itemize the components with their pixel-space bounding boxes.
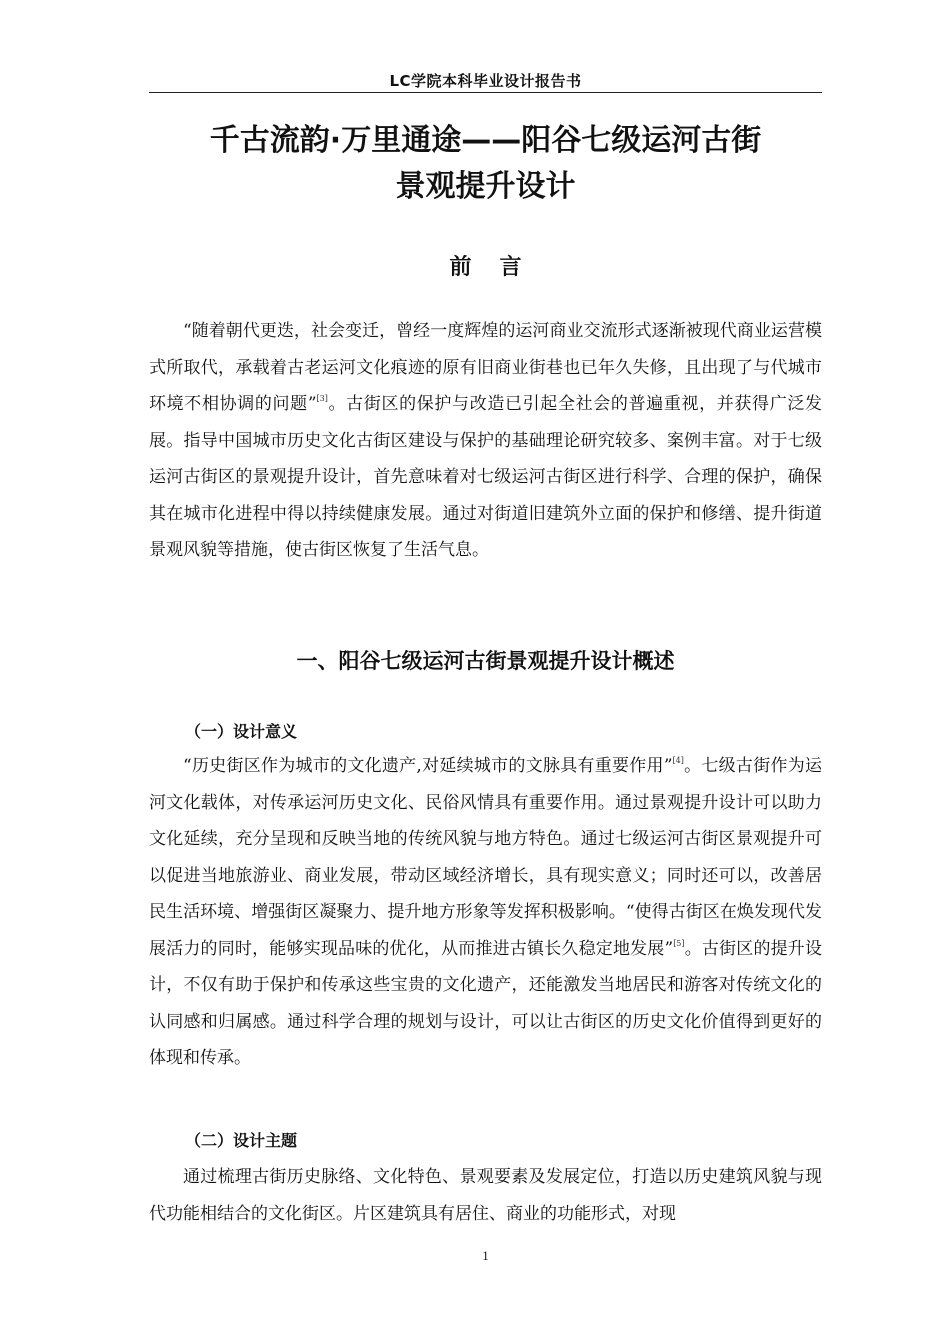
significance-text-b: 。七级古街作为运河文化载体，对传承运河历史文化、民俗风情具有重要作用。通过景观提升设计可以助力文化延续，充分呈现和反映当地的传统风貌与地方特色。通过七级运河古街区景观提升可以促进当地旅游业、商业发展，带动区域经济增长，具有现实意义；同时还可以，改善居民生活环境、增强街区凝聚力、提升地方形象等发挥积极影响。“使得古街区在焕发现代发展活力的同时，能够实现品味的优化，从而推进古镇长久稳定地发展” [149, 756, 822, 959]
document-title-line1: 千古流韵·万里通途——阳谷七级运河古街 [209, 123, 762, 158]
significance-text-a: “历史街区作为城市的文化遗产,对延续城市的文脉具有重要作用” [183, 756, 673, 776]
preface-paragraph [149, 313, 822, 569]
document-title-line2: 景观提升设计 [395, 169, 576, 204]
header-divider [149, 92, 822, 93]
running-header: LC学院本科毕业设计报告书 [389, 72, 582, 90]
section-heading: 一、阳谷七级运河古街景观提升设计概述 [296, 649, 675, 673]
subsection-heading-theme: （二）设计主题 [185, 1131, 298, 1150]
citation-4: [4] [672, 756, 684, 765]
preface-text-b: 。古街区的保护与改造已引起全社会的普遍重视，并获得广泛发展。指导中国城市历史文化古街区建设与保护的基础理论研究较多、案例丰富。对于七级运河古街区的景观提升设计，首先意味着对七级运河古街区进行科学、合理的保护，确保其在城市化进程中得以持续健康发展。通过对街道旧建筑外立面的保护和修缮、提升街道景观风貌等措施，使古街区恢复了生活气息。 [149, 394, 823, 560]
preface-heading: 前言 [449, 255, 550, 280]
citation-5: [5] [673, 938, 685, 948]
theme-paragraph: 通过梳理古街历史脉络、文化特色、景观要素及发展定位，打造以历史建筑风貌与现代功能相结合的文化街区。片区建筑具有居住、商业的功能形式，对现 [149, 1167, 822, 1224]
page-number: 1 [482, 1248, 489, 1263]
significance-text-c: 。古街区的提升设计，不仅有助于保护和传承这些宝贵的文化遗产，还能激发当地居民和游客对传统文化的认同感和归属感。通过科学合理的规划与设计，可以让古街区的历史文化价值得到更好的体现和传承。 [149, 938, 822, 1068]
preface-text-a: “随着朝代更迭，社会变迁，曾经一度辉煌的运河商业交流形式逐渐被现代商业运营模式所取代，承载着古老运河文化痕迹的原有旧商业街巷也已年久失修，且出现了与代城市环境不相协调的问题” [149, 321, 822, 414]
subsection-heading-significance: （一）设计意义 [185, 722, 298, 741]
document-title [149, 118, 822, 210]
significance-paragraph [149, 748, 822, 1077]
citation-3: [3] [316, 394, 328, 403]
